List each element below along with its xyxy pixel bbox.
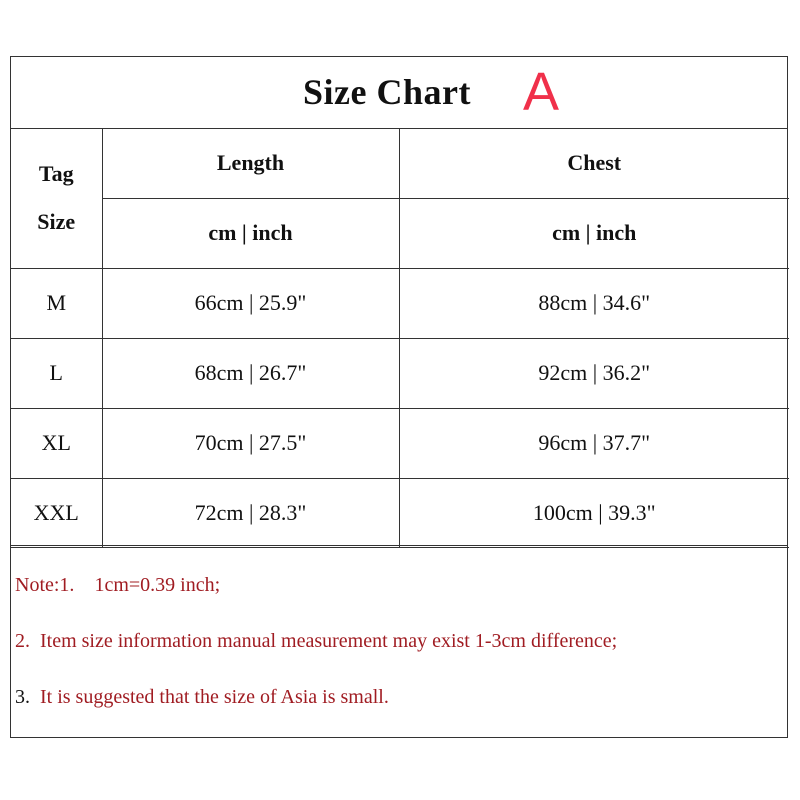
- notes-section: [11, 545, 787, 737]
- size-label: Size: [37, 209, 76, 235]
- chest-cell: 100cm | 39.3": [399, 478, 789, 547]
- chest-cell: 96cm | 37.7": [399, 408, 789, 478]
- note-1: [15, 574, 220, 597]
- tag-size-header: [11, 129, 102, 268]
- note-1-prefix: Note:1.: [15, 574, 75, 596]
- size-chart: [10, 56, 788, 738]
- size-table: [11, 129, 789, 548]
- note-2-prefix: 2.: [15, 630, 30, 652]
- length-cell: 70cm | 27.5": [102, 408, 399, 478]
- chest-units: cm | inch: [399, 198, 789, 268]
- header-row: [11, 129, 789, 198]
- variant-label: A: [523, 62, 560, 122]
- length-cell: 68cm | 26.7": [102, 338, 399, 408]
- note-1-text: 1cm=0.39 inch;: [94, 574, 221, 596]
- chest-header: Chest: [399, 129, 789, 198]
- tag-label: Tag: [38, 161, 74, 187]
- note-2-text: Item size information manual measurement may exist 1-3cm difference;: [40, 630, 618, 652]
- size-cell: M: [11, 268, 102, 338]
- size-cell: XXL: [11, 478, 102, 547]
- chest-cell: 92cm | 36.2": [399, 338, 789, 408]
- table-row: [11, 478, 789, 547]
- title-row: [11, 57, 787, 129]
- note-3-prefix: 3.: [15, 686, 30, 708]
- length-units: cm | inch: [102, 198, 399, 268]
- length-cell: 66cm | 25.9": [102, 268, 399, 338]
- chart-title: Size Chart: [303, 72, 471, 112]
- note-3: [15, 686, 389, 709]
- table-row: [11, 408, 789, 478]
- length-header: Length: [102, 129, 399, 198]
- table-row: [11, 268, 789, 338]
- size-cell: L: [11, 338, 102, 408]
- note-3-text: It is suggested that the size of Asia is small.: [40, 686, 389, 708]
- units-row: [11, 198, 789, 268]
- length-cell: 72cm | 28.3": [102, 478, 399, 547]
- chest-cell: 88cm | 34.6": [399, 268, 789, 338]
- size-cell: XL: [11, 408, 102, 478]
- table-row: [11, 338, 789, 408]
- note-2: [15, 630, 617, 653]
